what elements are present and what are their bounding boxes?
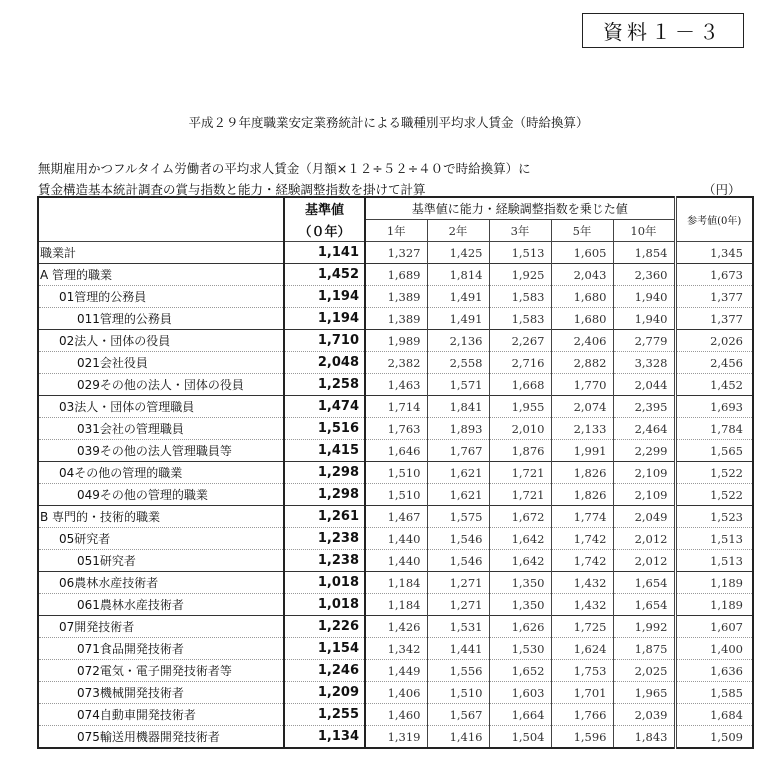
adjusted-value: 1,556: [427, 660, 489, 682]
adjusted-value: 1,350: [489, 572, 551, 594]
occupation-name: 011管理的公務員: [38, 308, 284, 330]
header-adjusted-group: 基準値に能力・経験調整指数を乗じた値: [365, 197, 675, 220]
adjusted-value: 1,767: [427, 440, 489, 462]
adjusted-value: 1,652: [489, 660, 551, 682]
adjusted-value: 1,965: [613, 682, 675, 704]
reference-value: 1,673: [675, 264, 753, 286]
header-base-bottom: （０年）: [284, 220, 365, 242]
adjusted-value: 1,467: [365, 506, 427, 528]
adjusted-value: 2,558: [427, 352, 489, 374]
adjusted-value: 1,925: [489, 264, 551, 286]
occupation-name: 07開発技術者: [38, 616, 284, 638]
wage-table: [37, 196, 754, 749]
adjusted-value: 2,395: [613, 396, 675, 418]
adjusted-value: 1,721: [489, 462, 551, 484]
adjusted-value: 1,875: [613, 638, 675, 660]
adjusted-value: 1,432: [551, 594, 613, 616]
table-row: [38, 242, 753, 264]
adjusted-value: 1,989: [365, 330, 427, 352]
reference-value: 1,513: [675, 550, 753, 572]
occupation-name: 03法人・団体の管理職員: [38, 396, 284, 418]
table-row: [38, 572, 753, 594]
adjusted-value: 1,854: [613, 242, 675, 264]
adjusted-value: 2,010: [489, 418, 551, 440]
adjusted-value: 1,510: [365, 462, 427, 484]
reference-value: 1,565: [675, 440, 753, 462]
table-row: [38, 726, 753, 749]
adjusted-value: 1,416: [427, 726, 489, 749]
reference-value: 1,400: [675, 638, 753, 660]
description-line-1: 無期雇用かつフルタイム労働者の平均求人賃金（月額×１２÷５２÷４０で時給換算）に: [38, 161, 531, 176]
table-row: [38, 528, 753, 550]
reference-value: 1,636: [675, 660, 753, 682]
adjusted-value: 1,460: [365, 704, 427, 726]
base-value: 1,238: [284, 528, 365, 550]
adjusted-value: 1,814: [427, 264, 489, 286]
reference-value: 1,509: [675, 726, 753, 749]
header-year-5: 5年: [551, 220, 613, 242]
adjusted-value: 2,109: [613, 484, 675, 506]
adjusted-value: 1,654: [613, 594, 675, 616]
occupation-name: 049その他の管理的職業: [38, 484, 284, 506]
adjusted-value: 1,940: [613, 308, 675, 330]
base-value: 1,018: [284, 572, 365, 594]
occupation-name: 072電気・電子開発技術者等: [38, 660, 284, 682]
base-value: 1,238: [284, 550, 365, 572]
adjusted-value: 1,763: [365, 418, 427, 440]
header-occupation: [38, 197, 284, 242]
base-value: 1,226: [284, 616, 365, 638]
reference-value: 1,513: [675, 528, 753, 550]
header-reference: 参考値(0年): [675, 197, 753, 242]
adjusted-value: 1,432: [551, 572, 613, 594]
adjusted-value: 1,530: [489, 638, 551, 660]
occupation-name: 職業計: [38, 242, 284, 264]
base-value: 1,261: [284, 506, 365, 528]
adjusted-value: 1,680: [551, 286, 613, 308]
adjusted-value: 1,575: [427, 506, 489, 528]
occupation-name: 031会社の管理職員: [38, 418, 284, 440]
adjusted-value: 1,774: [551, 506, 613, 528]
adjusted-value: 1,491: [427, 286, 489, 308]
occupation-name: 06農林水産技術者: [38, 572, 284, 594]
adjusted-value: 1,583: [489, 308, 551, 330]
adjusted-value: 1,571: [427, 374, 489, 396]
adjusted-value: 1,642: [489, 528, 551, 550]
adjusted-value: 1,664: [489, 704, 551, 726]
table-row: [38, 594, 753, 616]
adjusted-value: 1,319: [365, 726, 427, 749]
adjusted-value: 1,184: [365, 594, 427, 616]
adjusted-value: 1,605: [551, 242, 613, 264]
table-row: [38, 308, 753, 330]
adjusted-value: 2,136: [427, 330, 489, 352]
adjusted-value: 1,766: [551, 704, 613, 726]
adjusted-value: 1,991: [551, 440, 613, 462]
base-value: 1,415: [284, 440, 365, 462]
occupation-name: 075輸送用機器開発技術者: [38, 726, 284, 749]
header-year-2: 2年: [427, 220, 489, 242]
adjusted-value: 1,426: [365, 616, 427, 638]
adjusted-value: 1,513: [489, 242, 551, 264]
base-value: 2,048: [284, 352, 365, 374]
adjusted-value: 1,753: [551, 660, 613, 682]
adjusted-value: 1,621: [427, 484, 489, 506]
reference-value: 1,522: [675, 462, 753, 484]
description-line-2: 賃金構造基本統計調査の賞与指数と能力・経験調整指数を掛けて計算: [38, 182, 426, 197]
table-row: [38, 418, 753, 440]
base-value: 1,474: [284, 396, 365, 418]
header-year-1: 1年: [365, 220, 427, 242]
adjusted-value: 1,626: [489, 616, 551, 638]
adjusted-value: 2,074: [551, 396, 613, 418]
occupation-name: 039その他の法人管理職員等: [38, 440, 284, 462]
table-row: [38, 682, 753, 704]
occupation-name: 021会社役員: [38, 352, 284, 374]
adjusted-value: 1,646: [365, 440, 427, 462]
adjusted-value: 1,389: [365, 308, 427, 330]
adjusted-value: 1,721: [489, 484, 551, 506]
adjusted-value: 1,510: [427, 682, 489, 704]
adjusted-value: 2,012: [613, 528, 675, 550]
adjusted-value: 1,955: [489, 396, 551, 418]
table-row: [38, 374, 753, 396]
adjusted-value: 1,491: [427, 308, 489, 330]
adjusted-value: 1,940: [613, 286, 675, 308]
table-row: [38, 638, 753, 660]
adjusted-value: 2,406: [551, 330, 613, 352]
reference-value: 1,452: [675, 374, 753, 396]
occupation-name: 074自動車開発技術者: [38, 704, 284, 726]
base-value: 1,018: [284, 594, 365, 616]
adjusted-value: 2,779: [613, 330, 675, 352]
table-row: [38, 660, 753, 682]
reference-value: 1,189: [675, 594, 753, 616]
adjusted-value: 1,742: [551, 550, 613, 572]
adjusted-value: 2,044: [613, 374, 675, 396]
adjusted-value: 1,440: [365, 550, 427, 572]
header-year-3: 3年: [489, 220, 551, 242]
table-row: [38, 462, 753, 484]
base-value: 1,194: [284, 308, 365, 330]
adjusted-value: 2,109: [613, 462, 675, 484]
adjusted-value: 2,133: [551, 418, 613, 440]
reference-value: 1,784: [675, 418, 753, 440]
adjusted-value: 2,464: [613, 418, 675, 440]
adjusted-value: 1,680: [551, 308, 613, 330]
adjusted-value: 2,716: [489, 352, 551, 374]
occupation-name: B 専門的・技術的職業: [38, 506, 284, 528]
adjusted-value: 1,689: [365, 264, 427, 286]
adjusted-value: 1,441: [427, 638, 489, 660]
reference-value: 1,607: [675, 616, 753, 638]
adjusted-value: 1,714: [365, 396, 427, 418]
adjusted-value: 1,596: [551, 726, 613, 749]
adjusted-value: 2,299: [613, 440, 675, 462]
occupation-name: 04その他の管理的職業: [38, 462, 284, 484]
adjusted-value: 1,546: [427, 528, 489, 550]
adjusted-value: 1,463: [365, 374, 427, 396]
adjusted-value: 1,826: [551, 484, 613, 506]
adjusted-value: 1,603: [489, 682, 551, 704]
reference-value: 1,585: [675, 682, 753, 704]
occupation-name: 051研究者: [38, 550, 284, 572]
adjusted-value: 1,425: [427, 242, 489, 264]
adjusted-value: 1,440: [365, 528, 427, 550]
adjusted-value: 1,642: [489, 550, 551, 572]
reference-value: 1,189: [675, 572, 753, 594]
reference-value: 1,345: [675, 242, 753, 264]
reference-value: 1,377: [675, 308, 753, 330]
occupation-name: 05研究者: [38, 528, 284, 550]
occupation-name: 01管理的公務員: [38, 286, 284, 308]
reference-value: 1,522: [675, 484, 753, 506]
adjusted-value: 1,624: [551, 638, 613, 660]
occupation-name: 02法人・団体の役員: [38, 330, 284, 352]
adjusted-value: 1,406: [365, 682, 427, 704]
base-value: 1,209: [284, 682, 365, 704]
base-value: 1,298: [284, 484, 365, 506]
base-value: 1,710: [284, 330, 365, 352]
base-value: 1,452: [284, 264, 365, 286]
table-row: [38, 616, 753, 638]
table-row: [38, 352, 753, 374]
base-value: 1,258: [284, 374, 365, 396]
base-value: 1,246: [284, 660, 365, 682]
adjusted-value: 3,328: [613, 352, 675, 374]
base-value: 1,134: [284, 726, 365, 749]
adjusted-value: 1,826: [551, 462, 613, 484]
reference-value: 2,026: [675, 330, 753, 352]
table-row: [38, 550, 753, 572]
adjusted-value: 1,654: [613, 572, 675, 594]
adjusted-value: 2,012: [613, 550, 675, 572]
reference-value: 1,684: [675, 704, 753, 726]
table-row: [38, 286, 753, 308]
adjusted-value: 1,770: [551, 374, 613, 396]
adjusted-value: 1,992: [613, 616, 675, 638]
reference-value: 1,693: [675, 396, 753, 418]
table-row: [38, 396, 753, 418]
adjusted-value: 1,350: [489, 594, 551, 616]
unit-label: （円）: [703, 182, 741, 197]
adjusted-value: 1,583: [489, 286, 551, 308]
adjusted-value: 1,271: [427, 572, 489, 594]
adjusted-value: 2,043: [551, 264, 613, 286]
adjusted-value: 1,546: [427, 550, 489, 572]
base-value: 1,141: [284, 242, 365, 264]
header-year-10: 10年: [613, 220, 675, 242]
document-title: 平成２９年度職業安定業務統計による職種別平均求人賃金（時給換算）: [188, 115, 589, 130]
table-row: [38, 440, 753, 462]
adjusted-value: 2,049: [613, 506, 675, 528]
adjusted-value: 1,531: [427, 616, 489, 638]
adjusted-value: 1,742: [551, 528, 613, 550]
adjusted-value: 2,882: [551, 352, 613, 374]
adjusted-value: 1,876: [489, 440, 551, 462]
adjusted-value: 1,510: [365, 484, 427, 506]
adjusted-value: 1,184: [365, 572, 427, 594]
adjusted-value: 1,668: [489, 374, 551, 396]
adjusted-value: 1,701: [551, 682, 613, 704]
occupation-name: A 管理的職業: [38, 264, 284, 286]
adjusted-value: 1,327: [365, 242, 427, 264]
adjusted-value: 1,389: [365, 286, 427, 308]
table-row: [38, 484, 753, 506]
adjusted-value: 1,672: [489, 506, 551, 528]
adjusted-value: 2,039: [613, 704, 675, 726]
base-value: 1,298: [284, 462, 365, 484]
adjusted-value: 1,843: [613, 726, 675, 749]
table-row: [38, 264, 753, 286]
occupation-name: 071食品開発技術者: [38, 638, 284, 660]
document-label: 資料１－３: [582, 13, 744, 48]
adjusted-value: 1,567: [427, 704, 489, 726]
table-row: [38, 704, 753, 726]
adjusted-value: 1,841: [427, 396, 489, 418]
base-value: 1,255: [284, 704, 365, 726]
adjusted-value: 1,449: [365, 660, 427, 682]
adjusted-value: 2,360: [613, 264, 675, 286]
adjusted-value: 1,621: [427, 462, 489, 484]
adjusted-value: 2,382: [365, 352, 427, 374]
adjusted-value: 1,342: [365, 638, 427, 660]
adjusted-value: 1,893: [427, 418, 489, 440]
adjusted-value: 2,267: [489, 330, 551, 352]
adjusted-value: 2,025: [613, 660, 675, 682]
table-row: [38, 330, 753, 352]
adjusted-value: 1,271: [427, 594, 489, 616]
reference-value: 2,456: [675, 352, 753, 374]
adjusted-value: 1,504: [489, 726, 551, 749]
base-value: 1,516: [284, 418, 365, 440]
table-row: [38, 506, 753, 528]
base-value: 1,154: [284, 638, 365, 660]
header-base-top: 基準値: [284, 197, 365, 220]
occupation-name: 029その他の法人・団体の役員: [38, 374, 284, 396]
reference-value: 1,377: [675, 286, 753, 308]
adjusted-value: 1,725: [551, 616, 613, 638]
reference-value: 1,523: [675, 506, 753, 528]
occupation-name: 061農林水産技術者: [38, 594, 284, 616]
base-value: 1,194: [284, 286, 365, 308]
occupation-name: 073機械開発技術者: [38, 682, 284, 704]
